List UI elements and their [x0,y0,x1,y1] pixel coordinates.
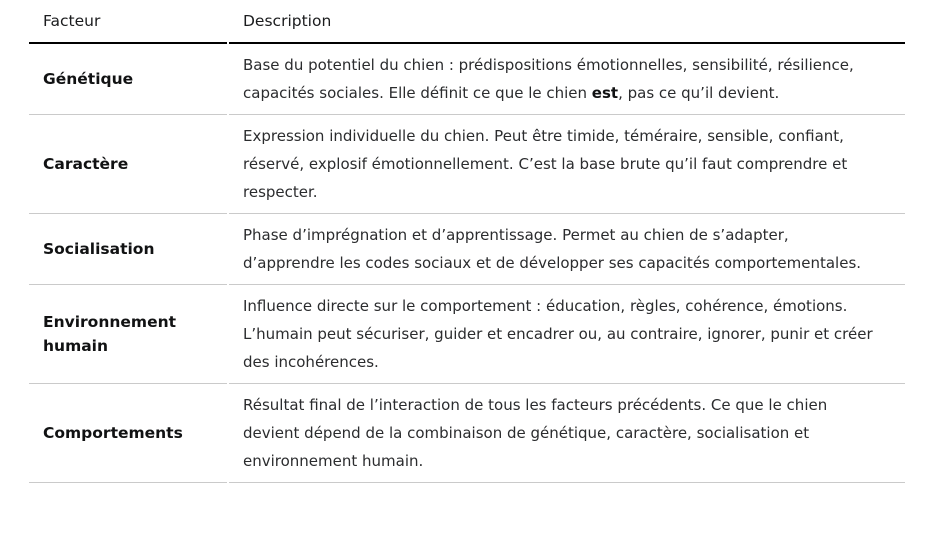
factor-cell: Environnement humain [29,285,227,384]
table-row-environnement-humain [29,285,905,384]
column-header-description: Description [229,6,905,44]
description-cell [229,44,905,115]
table-header [29,6,905,44]
header-row [29,6,905,44]
description-bold-text: est [591,84,619,102]
description-text: , pas ce qu’il devient. [618,84,780,102]
table-row-socialisation [29,214,905,285]
table-row-caractere [29,115,905,214]
factor-cell: Caractère [29,115,227,214]
factors-table [27,6,907,483]
table-row-genetique [29,44,905,115]
description-cell: Phase d’imprégnation et d’apprentissage. Permet au chien de s’adapter, d’apprendre les codes sociaux et de développer ses capacités comportementales. [229,214,905,285]
description-cell: Résultat final de l’interaction de tous les facteurs précédents. Ce que le chien devient dépend de la combinaison de génétique, caractère, socialisation et environnement humain. [229,384,905,483]
description-cell: Influence directe sur le comportement : éducation, règles, cohérence, émotions. L’humain peut sécuriser, guider et encadrer ou, au contraire, ignorer, punir et créer des incohérences. [229,285,905,384]
factor-cell: Comportements [29,384,227,483]
column-header-facteur: Facteur [29,6,227,44]
table-body [29,44,905,483]
factor-cell: Socialisation [29,214,227,285]
description-cell: Expression individuelle du chien. Peut être timide, téméraire, sensible, confiant, réservé, explosif émotionnellement. C’est la base brute qu’il faut comprendre et respecter. [229,115,905,214]
table-row-comportements [29,384,905,483]
factor-cell: Génétique [29,44,227,115]
description-text: Base du potentiel du chien : prédispositions émotionnelles, sensibilité, résilience, capacités sociales. Elle définit ce que le chien [243,56,854,102]
